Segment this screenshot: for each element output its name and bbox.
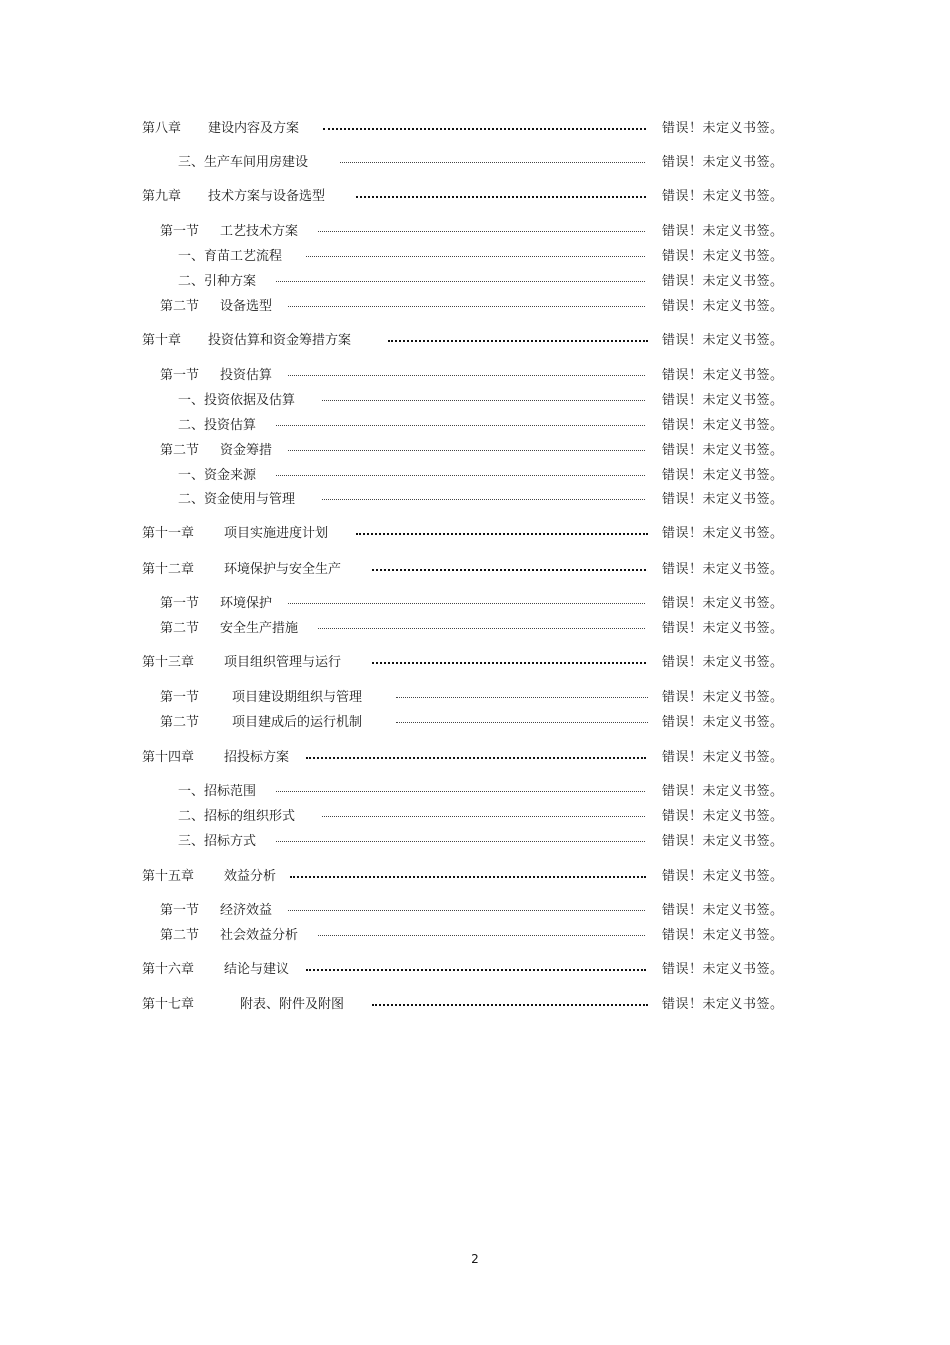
toc-entry-page: 错误！未定义书签。: [662, 468, 784, 483]
toc-entry-item[interactable]: [0, 416, 950, 436]
toc-entry-page: 错误！未定义书签。: [662, 809, 784, 824]
toc-entry-page: 错误！未定义书签。: [662, 492, 784, 507]
toc-entry-page: 错误！未定义书签。: [662, 928, 784, 943]
toc-entry-title: 效益分析: [224, 869, 277, 884]
toc-leader-dots: [276, 425, 645, 426]
toc-entry-chapter[interactable]: [0, 560, 950, 580]
toc-leader-dots: [372, 569, 646, 571]
toc-entry-number: 第二节: [160, 443, 200, 458]
toc-entry-number: 第八章: [142, 121, 182, 136]
toc-entry-page: 错误！未定义书签。: [662, 621, 784, 636]
toc-entry-page: 错误！未定义书签。: [662, 834, 784, 849]
toc-entry-page: 错误！未定义书签。: [662, 715, 784, 730]
toc-leader-dots: [318, 628, 645, 629]
toc-entry-number: 第二节: [160, 928, 200, 943]
toc-entry-page: 错误！未定义书签。: [662, 562, 784, 577]
toc-entry-number: 第二节: [160, 299, 200, 314]
toc-entry-number: 第一节: [160, 224, 200, 239]
toc-entry-title: 一、育苗工艺流程: [178, 249, 283, 264]
toc-leader-dots: [318, 935, 645, 936]
toc-leader-dots: [372, 1004, 648, 1006]
toc-leader-dots: [340, 162, 645, 163]
toc-leader-dots: [306, 757, 646, 759]
toc-leader-dots: [372, 662, 646, 664]
toc-entry-chapter[interactable]: [0, 331, 950, 351]
toc-entry-item[interactable]: [0, 391, 950, 411]
toc-entry-chapter[interactable]: [0, 867, 950, 887]
toc-entry-number: 第一节: [160, 903, 200, 918]
toc-entry-page: 错误！未定义书签。: [662, 155, 784, 170]
toc-leader-dots: [396, 722, 648, 723]
toc-entry-title: 附表、附件及附图: [240, 997, 345, 1012]
toc-entry-number: 第二节: [160, 715, 200, 730]
toc-entry-section[interactable]: [0, 688, 950, 708]
toc-entry-item[interactable]: [0, 466, 950, 486]
toc-entry-section[interactable]: [0, 713, 950, 733]
toc-entry-number: 第十五章: [142, 869, 195, 884]
toc-entry-title: 三、招标方式: [178, 834, 257, 849]
toc-entry-title: 投资估算和资金筹措方案: [208, 333, 352, 348]
toc-leader-dots: [318, 231, 645, 232]
toc-entry-item[interactable]: [0, 832, 950, 852]
toc-entry-title: 结论与建议: [224, 962, 290, 977]
toc-entry-page: 错误！未定义书签。: [662, 274, 784, 289]
toc-entry-title: 资金筹措: [220, 443, 273, 458]
toc-entry-title: 招投标方案: [224, 750, 290, 765]
toc-entry-section[interactable]: [0, 441, 950, 461]
toc-entry-page: 错误！未定义书签。: [662, 418, 784, 433]
toc-entry-page: 错误！未定义书签。: [662, 443, 784, 458]
toc-entry-title: 环境保护: [220, 596, 273, 611]
toc-entry-title: 投资估算: [220, 368, 273, 383]
toc-entry-number: 第十四章: [142, 750, 195, 765]
toc-entry-title: 项目建成后的运行机制: [232, 715, 363, 730]
toc-entry-title: 一、资金来源: [178, 468, 257, 483]
toc-entry-title: 设备选型: [220, 299, 273, 314]
toc-leader-dots: [322, 816, 645, 817]
toc-entry-title: 二、招标的组织形式: [178, 809, 296, 824]
toc-leader-dots: [276, 841, 645, 842]
toc-leader-dots: [276, 475, 645, 476]
page-number: 2: [471, 1252, 479, 1266]
toc-entry-title: 建设内容及方案: [208, 121, 300, 136]
toc-entry-page: 错误！未定义书签。: [662, 249, 784, 264]
toc-entry-item[interactable]: [0, 782, 950, 802]
toc-entry-title: 三、生产车间用房建设: [178, 155, 309, 170]
toc-entry-page: 错误！未定义书签。: [662, 333, 784, 348]
toc-entry-number: 第十一章: [142, 526, 195, 541]
toc-entry-title: 项目实施进度计划: [224, 526, 329, 541]
toc-entry-chapter[interactable]: [0, 524, 950, 544]
toc-entry-page: 错误！未定义书签。: [662, 690, 784, 705]
toc-entry-title: 工艺技术方案: [220, 224, 299, 239]
toc-entry-number: 第十三章: [142, 655, 195, 670]
toc-leader-dots: [288, 450, 645, 451]
toc-entry-page: 错误！未定义书签。: [662, 189, 784, 204]
toc-leader-dots: [356, 533, 648, 535]
toc-entry-title: 技术方案与设备选型: [208, 189, 326, 204]
toc-entry-page: 错误！未定义书签。: [662, 750, 784, 765]
toc-entry-page: 错误！未定义书签。: [662, 784, 784, 799]
toc-entry-section[interactable]: [0, 926, 950, 946]
toc-entry-item[interactable]: [0, 807, 950, 827]
toc-entry-page: 错误！未定义书签。: [662, 655, 784, 670]
toc-entry-title: 二、资金使用与管理: [178, 492, 296, 507]
toc-leader-dots: [323, 128, 646, 130]
toc-entry-chapter[interactable]: [0, 187, 950, 207]
toc-entry-chapter[interactable]: [0, 748, 950, 768]
toc-entry-item[interactable]: [0, 272, 950, 292]
toc-leader-dots: [276, 791, 645, 792]
toc-leader-dots: [288, 603, 645, 604]
toc-entry-title: 项目组织管理与运行: [224, 655, 342, 670]
toc-entry-title: 一、招标范围: [178, 784, 257, 799]
toc-entry-page: 错误！未定义书签。: [662, 526, 784, 541]
toc-leader-dots: [288, 306, 645, 307]
toc-entry-item[interactable]: [0, 153, 950, 173]
toc-entry-number: 第十章: [142, 333, 182, 348]
toc-entry-page: 错误！未定义书签。: [662, 299, 784, 314]
toc-entry-number: 第二节: [160, 621, 200, 636]
toc-entry-number: 第一节: [160, 690, 200, 705]
toc-entry-number: 第一节: [160, 596, 200, 611]
toc-entry-title: 二、投资估算: [178, 418, 257, 433]
toc-entry-title: 社会效益分析: [220, 928, 299, 943]
toc-leader-dots: [396, 697, 648, 698]
toc-leader-dots: [288, 910, 645, 911]
toc-leader-dots: [388, 340, 648, 342]
toc-entry-page: 错误！未定义书签。: [662, 997, 784, 1012]
toc-entry-page: 错误！未定义书签。: [662, 121, 784, 136]
toc-entry-item[interactable]: [0, 247, 950, 267]
toc-entry-number: 第九章: [142, 189, 182, 204]
toc-entry-number: 第十六章: [142, 962, 195, 977]
toc-leader-dots: [306, 256, 645, 257]
toc-entry-page: 错误！未定义书签。: [662, 224, 784, 239]
toc-leader-dots: [356, 196, 646, 198]
toc-entry-section[interactable]: [0, 901, 950, 921]
toc-entry-page: 错误！未定义书签。: [662, 962, 784, 977]
toc-entry-section[interactable]: [0, 222, 950, 242]
toc-entry-title: 一、投资依据及估算: [178, 393, 296, 408]
toc-entry-page: 错误！未定义书签。: [662, 903, 784, 918]
toc-entry-chapter[interactable]: [0, 653, 950, 673]
toc-entry-chapter[interactable]: [0, 119, 950, 139]
toc-entry-section[interactable]: [0, 366, 950, 386]
toc-entry-item[interactable]: [0, 490, 950, 510]
toc-entry-number: 第十七章: [142, 997, 195, 1012]
toc-entry-chapter[interactable]: [0, 960, 950, 980]
toc-leader-dots: [288, 375, 645, 376]
toc-entry-number: 第一节: [160, 368, 200, 383]
toc-entry-title: 安全生产措施: [220, 621, 299, 636]
toc-entry-section[interactable]: [0, 297, 950, 317]
toc-entry-section[interactable]: [0, 594, 950, 614]
toc-leader-dots: [322, 499, 645, 500]
toc-entry-title: 环境保护与安全生产: [224, 562, 342, 577]
toc-entry-page: 错误！未定义书签。: [662, 596, 784, 611]
toc-entry-title: 二、引种方案: [178, 274, 257, 289]
toc-entry-page: 错误！未定义书签。: [662, 393, 784, 408]
toc-entry-page: 错误！未定义书签。: [662, 869, 784, 884]
toc-entry-number: 第十二章: [142, 562, 195, 577]
toc-entry-section[interactable]: [0, 619, 950, 639]
toc-entry-chapter[interactable]: [0, 995, 950, 1015]
toc-leader-dots: [322, 400, 645, 401]
toc-leader-dots: [306, 969, 646, 971]
toc-entry-title: 项目建设期组织与管理: [232, 690, 363, 705]
toc-leader-dots: [276, 281, 645, 282]
toc-entry-title: 经济效益: [220, 903, 273, 918]
toc-leader-dots: [290, 876, 646, 878]
toc-entry-page: 错误！未定义书签。: [662, 368, 784, 383]
